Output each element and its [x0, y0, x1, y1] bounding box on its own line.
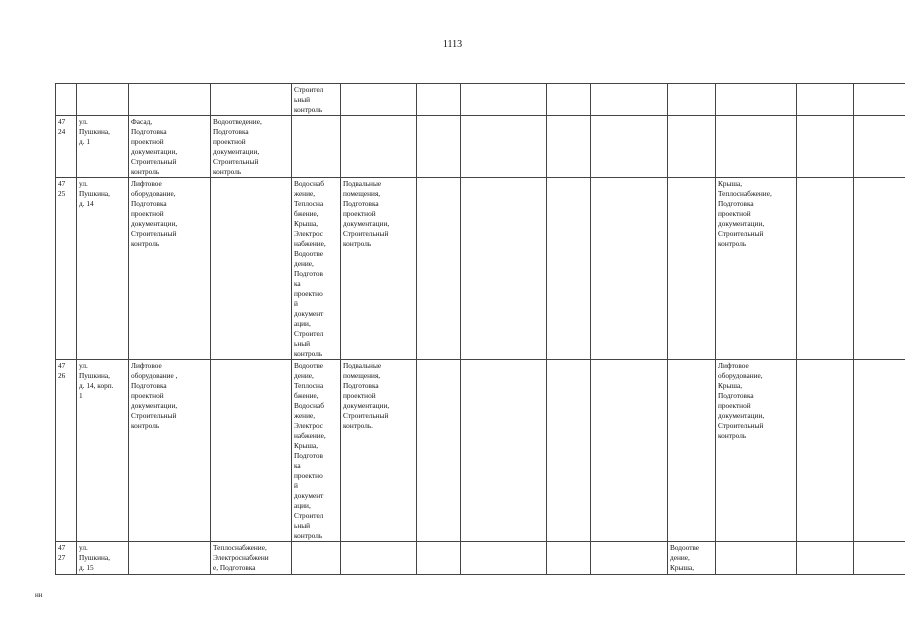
- table-cell: [591, 542, 668, 575]
- table-cell: [461, 116, 547, 178]
- table-cell: Фасад, Подготовка проектной документации, Строительный контроль: [129, 116, 211, 178]
- table-cell: Водоотве дение, Крыша,: [668, 542, 716, 575]
- table-cell: [668, 360, 716, 542]
- table-cell: Теплоснабжение, Электроснабжени е, Подготовка: [211, 542, 292, 575]
- table-cell: [77, 84, 129, 116]
- table-cell: Лифтовое оборудование , Подготовка проектной документации, Строительный контроль: [129, 360, 211, 542]
- table-cell: [341, 542, 417, 575]
- works-table: [55, 83, 905, 575]
- table-cell: [854, 178, 905, 360]
- table-cell: [668, 178, 716, 360]
- table-cell: [417, 542, 461, 575]
- table-cell: [417, 116, 461, 178]
- table-cell: [591, 84, 668, 116]
- table-cell: [854, 360, 905, 542]
- table-cell: [716, 542, 797, 575]
- table-cell: Крыша, Теплоснабжение, Подготовка проектной документации, Строительный контроль: [716, 178, 797, 360]
- table-cell: [417, 84, 461, 116]
- table-cell: [854, 84, 905, 116]
- table-cell: [211, 178, 292, 360]
- table-cell: [797, 542, 854, 575]
- table-row: [56, 116, 905, 178]
- table-cell: [461, 360, 547, 542]
- table-cell: [547, 542, 591, 575]
- table-cell: [797, 84, 854, 116]
- footer-mark: нн: [35, 591, 43, 599]
- table-cell: [797, 116, 854, 178]
- table-row: [56, 84, 905, 116]
- table-cell: [547, 84, 591, 116]
- table-cell: [547, 116, 591, 178]
- table-cell: [668, 84, 716, 116]
- table-cell: 47 26: [56, 360, 77, 542]
- table-cell: Водоснаб жение, Теплосна бжение, Крыша, Электрос набжение, Водоотве дение, Подготов ка проектно й документ ации, Строител ьный контроль: [292, 178, 341, 360]
- table-cell: [341, 116, 417, 178]
- table-cell: [854, 116, 905, 178]
- table-cell: [292, 542, 341, 575]
- table-cell: 47 25: [56, 178, 77, 360]
- table-cell: Подвальные помещения, Подготовка проектной документации, Строительный контроль.: [341, 360, 417, 542]
- table-cell: [461, 178, 547, 360]
- table-cell: [292, 116, 341, 178]
- table-cell: Строител ьный контроль: [292, 84, 341, 116]
- table-cell: [56, 84, 77, 116]
- table-cell: [211, 84, 292, 116]
- table-cell: [797, 360, 854, 542]
- table-cell: 47 27: [56, 542, 77, 575]
- table-cell: Лифтовое оборудование, Подготовка проектной документации, Строительный контроль: [129, 178, 211, 360]
- table-cell: [417, 178, 461, 360]
- table-cell: Лифтовое оборудование, Крыша, Подготовка проектной документации, Строительный контроль: [716, 360, 797, 542]
- table-cell: [854, 542, 905, 575]
- table-cell: ул. Пушкина, д. 15: [77, 542, 129, 575]
- table-row: [56, 360, 905, 542]
- table-cell: [591, 116, 668, 178]
- table-cell: [417, 360, 461, 542]
- table-row: [56, 542, 905, 575]
- table-cell: [211, 360, 292, 542]
- table-cell: [797, 178, 854, 360]
- table-cell: ул. Пушкина, д. 14, корп. 1: [77, 360, 129, 542]
- table-cell: Водоотве дение, Теплосна бжение, Водоснаб жение, Электрос набжение, Крыша, Подготов ка проектно й документ ации, Строител ьный контроль: [292, 360, 341, 542]
- table-cell: [129, 84, 211, 116]
- table-row: [56, 178, 905, 360]
- table-cell: [716, 84, 797, 116]
- table-cell: Подвальные помещения, Подготовка проектной документации, Строительный контроль: [341, 178, 417, 360]
- table-cell: 47 24: [56, 116, 77, 178]
- table-cell: ул. Пушкина, д. 1: [77, 116, 129, 178]
- table-cell: [716, 116, 797, 178]
- table-cell: [461, 84, 547, 116]
- table-cell: [341, 84, 417, 116]
- table-cell: Водоотведение, Подготовка проектной документации, Строительный контроль: [211, 116, 292, 178]
- table-cell: [591, 360, 668, 542]
- table-cell: [547, 360, 591, 542]
- table-cell: ул. Пушкина, д. 14: [77, 178, 129, 360]
- table-cell: [461, 542, 547, 575]
- table-body: [56, 84, 905, 575]
- table-cell: [129, 542, 211, 575]
- table-cell: [547, 178, 591, 360]
- table-cell: [668, 116, 716, 178]
- page-number: 1113: [442, 39, 463, 50]
- table-cell: [591, 178, 668, 360]
